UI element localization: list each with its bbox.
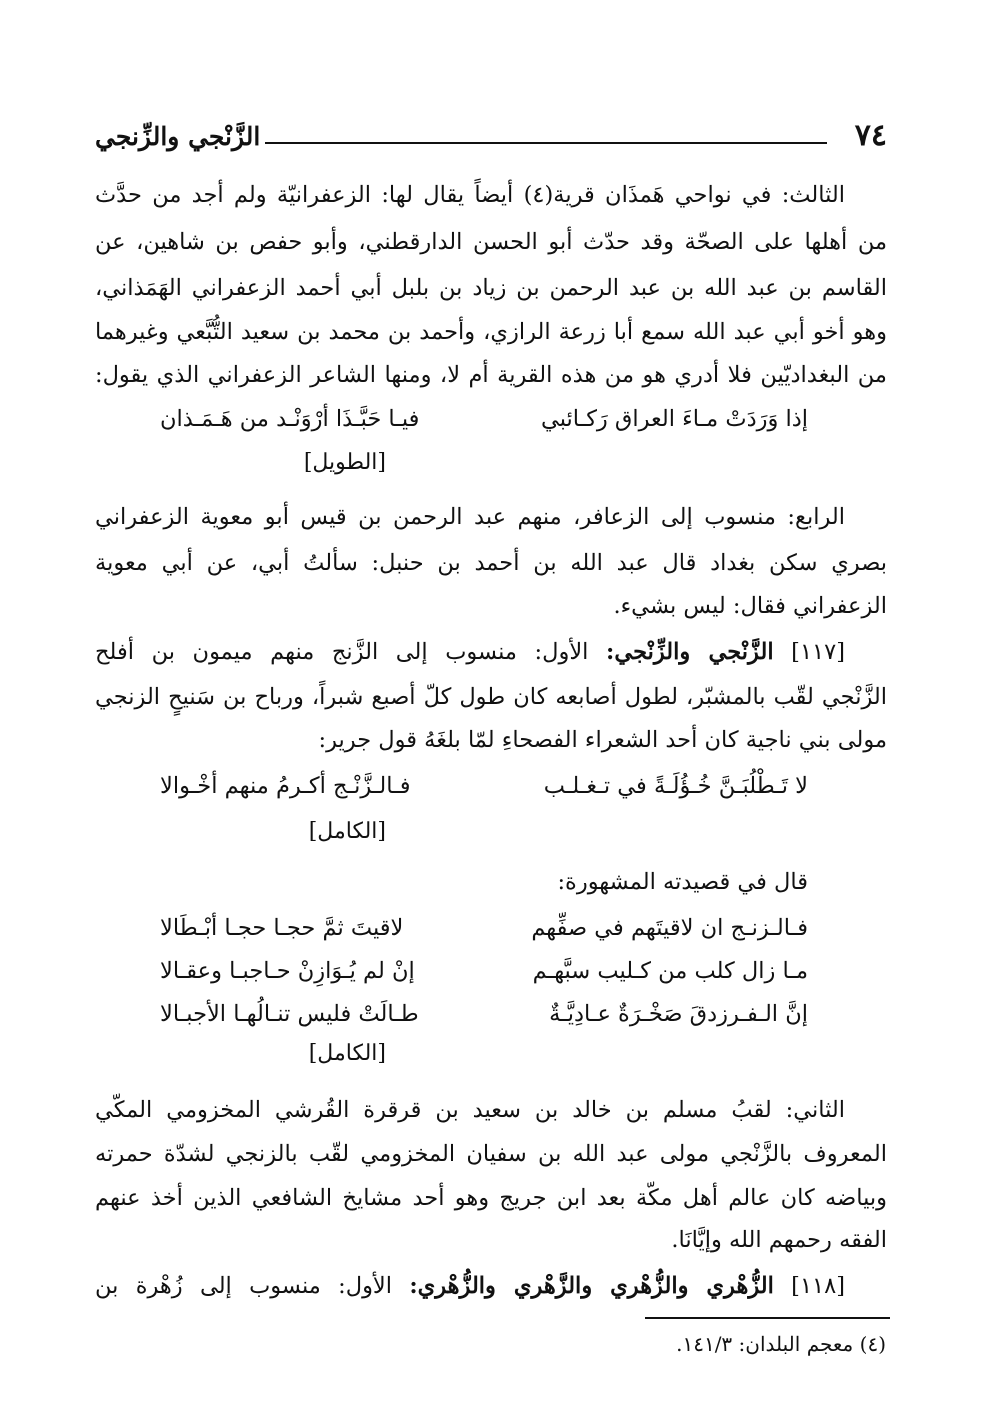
text-line: من أهلها على الصحّة وقد حدّث أبو الحسن الدارقطني، وأبو حفص بن شاهين، عن <box>95 229 887 255</box>
footnote-rule <box>645 1317 890 1319</box>
text-line: الزَّنْجي لقّب بالمشبّر، لطول أصابعه كان طول كلّ أصبع شبراً، ورباح بن سَنيحٍ الزنجي <box>95 684 887 710</box>
text-line: الفقه رحمهم الله وإيَّانَا. <box>671 1227 887 1253</box>
verse-hemistich-2: إنْ لم يُـوَازِنْ حـاجبـا وعقـالا <box>160 958 415 984</box>
text-line: من البغداديّين فلا أدري هو من هذه القرية أم لا، ومنها الشاعر الزعفراني الذي يقول: <box>95 362 887 388</box>
entry-heading-118 <box>95 1266 887 1306</box>
text-line: وهو أخو أبي عبد الله سمع أبا زرعة الرازي، وأحمد بن محمد بن سعيد التُّبَّعي وغيرهما <box>95 319 887 345</box>
entry-text: الأول: منسوب إلى زُهْرة بن <box>95 1273 393 1299</box>
meter-label: [الكامل] <box>308 1041 386 1066</box>
header-rule <box>265 142 827 144</box>
meter-label: [الطويل] <box>303 450 386 475</box>
entry-number: [١١٨] <box>791 1273 845 1299</box>
verse-hemistich-2: فـالـزَّنْـج أكـرمُ منهم أخْـوالا <box>160 773 411 799</box>
entry-text: الأول: منسوب إلى الزَّنج منهم ميمون بن أفلح <box>95 639 589 665</box>
text-line: الزعفراني فقال: ليس بشيء. <box>613 593 887 619</box>
verse-hemistich-1: مـا زال كلب من كـليب سبَّهـم <box>532 958 808 984</box>
entry-heading-117 <box>95 632 887 672</box>
meter-label: [الكامل] <box>308 819 386 844</box>
verse-hemistich-1: لا تَـطْلُبَـنَّ خُـؤُلَـةً في تـغـلـب <box>543 773 808 799</box>
text-line: الثالث: في نواحي هَمذَان قرية(٤) أيضاً يقال لها: الزعفرانيّة ولم أجد من حدَّث <box>95 182 845 208</box>
page-header <box>95 112 887 152</box>
verse-hemistich-2: لاقيتَ ثمَّ حجـا حجـا أبْـطَالا <box>160 915 404 941</box>
page-number: ٧٤ <box>854 118 887 153</box>
running-title: الزَّنْجي والزِّنجي <box>95 122 261 151</box>
entry-title: الزَّنْجي والزِّنْجي: <box>606 639 774 665</box>
text-line: الثاني: لقبُ مسلم بن خالد بن سعيد بن قرقرة القُرشي المخزومي المكّي <box>95 1097 845 1123</box>
text-line: وبياضه كان عالم أهل مكّة بعد ابن جريج وهو أحد مشايخ الشافعي الذين أخذ عنهم <box>95 1185 887 1211</box>
text-line: بصري سكن بغداد قال عبد الله بن أحمد بن حنبل: سألتُ أبي، عن أبي معوية <box>95 550 887 576</box>
verse-hemistich-1: إذا وَرَدَتْ مـاءَ العراق رَكـائبي <box>540 406 808 432</box>
entry-title: الزُّهْري والزُّهْري والزَّهْري والزُّهْري: <box>409 1273 774 1299</box>
text-line: القاسم بن عبد الله بن عبد الرحمن بن زياد بن بلبل أبي أحمد الزعفراني الهَمَذاني، <box>95 275 887 301</box>
verse-hemistich-1: فـالـزنـج ان لاقيتَهم في صفِّهم <box>531 915 808 941</box>
verse-hemistich-2: طـالَتْ فليس تنـالُهـا الأجبـالا <box>160 1001 419 1027</box>
qasida-intro: قال في قصيدته المشهورة: <box>557 869 808 895</box>
text-line: المعروف بالزَّنْجي مولى عبد الله بن سفيان المخزومي لقّب بالزنجي لشدّة حمرته <box>95 1141 887 1167</box>
verse-hemistich-1: إنَّ الـفـرزدقَ صَخْـرَةٌ عـادِيَّـةٌ <box>549 1001 808 1027</box>
footnote: (٤) معجم البلدان: ١٤١/٣. <box>676 1332 886 1356</box>
text-line: الرابع: منسوب إلى الزعافر، منهم عبد الرحمن بن قيس أبو معوية الزعفراني <box>95 504 845 530</box>
verse-hemistich-2: فيـا حَبَّـذَا أرْوَنْـد من هَـمَـذان <box>160 406 420 432</box>
text-line: مولى بني ناجية كان أحد الشعراء الفصحاءِ لمّا بلغَهُ قول جرير: <box>318 727 887 753</box>
entry-number: [١١٧] <box>791 639 845 665</box>
